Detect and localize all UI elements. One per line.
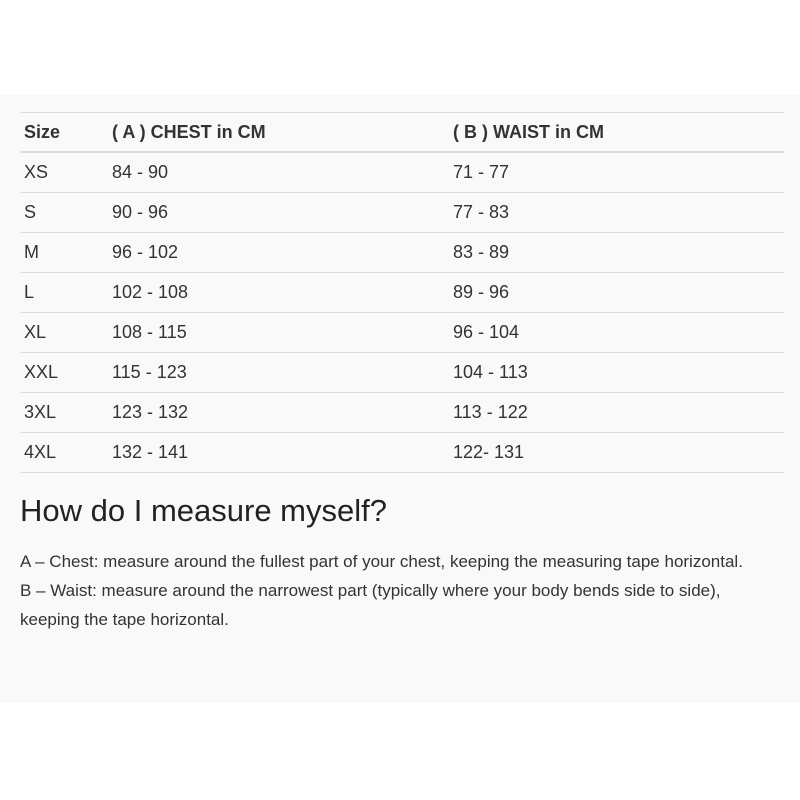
cell-size: L (20, 273, 108, 313)
cell-size: S (20, 193, 108, 233)
header-row (20, 113, 784, 153)
cell-chest: 96 - 102 (108, 233, 449, 273)
size-chart-table (20, 112, 784, 473)
cell-size: XS (20, 152, 108, 193)
chest-instruction: A – Chest: measure around the fullest part of your chest, keeping the measuring tape horizontal. (20, 552, 743, 571)
cell-waist: 104 - 113 (449, 353, 784, 393)
cell-chest: 108 - 115 (108, 313, 449, 353)
cell-size: 3XL (20, 393, 108, 433)
cell-waist: 122- 131 (449, 433, 784, 473)
table-row (20, 393, 784, 433)
cell-size: XL (20, 313, 108, 353)
table-row (20, 152, 784, 193)
cell-chest: 132 - 141 (108, 433, 449, 473)
cell-chest: 123 - 132 (108, 393, 449, 433)
cell-waist: 83 - 89 (449, 233, 784, 273)
waist-instruction: B – Waist: measure around the narrowest part (typically where your body bends side to side), keeping the tape horizontal. (20, 581, 721, 629)
table-row (20, 353, 784, 393)
cell-waist: 71 - 77 (449, 152, 784, 193)
table-row (20, 433, 784, 473)
cell-chest: 115 - 123 (108, 353, 449, 393)
header-chest: ( A ) CHEST in CM (108, 113, 449, 153)
header-size: Size (20, 113, 108, 153)
measure-instructions (20, 547, 780, 634)
table-row (20, 313, 784, 353)
table-row (20, 233, 784, 273)
cell-waist: 89 - 96 (449, 273, 784, 313)
table-row (20, 273, 784, 313)
cell-chest: 102 - 108 (108, 273, 449, 313)
table-row (20, 193, 784, 233)
cell-chest: 90 - 96 (108, 193, 449, 233)
table-body (20, 152, 784, 473)
cell-size: 4XL (20, 433, 108, 473)
header-waist: ( B ) WAIST in CM (449, 113, 784, 153)
cell-size: M (20, 233, 108, 273)
table-header (20, 113, 784, 153)
measure-guide-title: How do I measure myself? (20, 493, 387, 528)
size-guide-panel (0, 95, 800, 703)
cell-waist: 77 - 83 (449, 193, 784, 233)
cell-waist: 113 - 122 (449, 393, 784, 433)
cell-chest: 84 - 90 (108, 152, 449, 193)
cell-waist: 96 - 104 (449, 313, 784, 353)
cell-size: XXL (20, 353, 108, 393)
